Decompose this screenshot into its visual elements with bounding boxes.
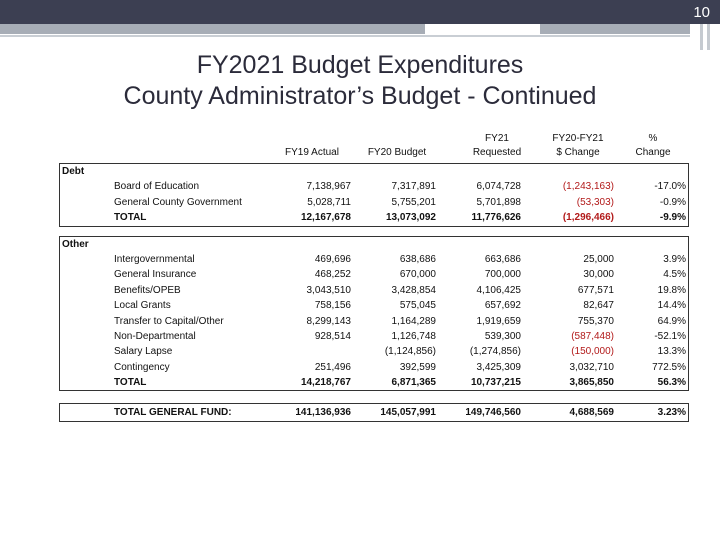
right-decoration (700, 24, 703, 50)
accent-bar-left (0, 24, 425, 34)
change-value: 677,571 (577, 284, 614, 296)
fy21-value: 663,686 (484, 253, 521, 265)
change-value: 4,688,569 (569, 407, 614, 419)
fy19-value: 251,496 (314, 361, 351, 373)
fy20-value: 575,045 (399, 300, 436, 312)
change-value: (53,303) (576, 196, 614, 208)
fy20-value: 13,073,092 (385, 212, 436, 224)
section-label-debt: Debt (62, 166, 85, 177)
fy19-value: 14,218,767 (300, 377, 351, 389)
fy20-value: 392,599 (399, 361, 436, 373)
row-label: Salary Lapse (114, 346, 173, 358)
table-row (60, 195, 688, 210)
top-bar (0, 0, 720, 24)
row-label: General Insurance (114, 269, 197, 281)
slide-title (0, 50, 720, 112)
row-label: Local Grants (114, 300, 171, 312)
fy20-value: 3,428,854 (391, 284, 436, 296)
table-header (59, 130, 689, 162)
table-row (60, 298, 688, 313)
fy20-value: 1,126,748 (391, 330, 436, 342)
other-section (59, 236, 689, 392)
change-value: 755,370 (577, 315, 614, 327)
change-value: 3,032,710 (569, 361, 614, 373)
table-row (60, 344, 688, 359)
fy20-value: 638,686 (399, 253, 436, 265)
fy20-value: 5,755,201 (391, 196, 436, 208)
row-label: General County Government (114, 196, 242, 208)
change-value: 3,865,850 (569, 377, 614, 389)
fy19-value: 469,696 (314, 253, 351, 265)
fy19-value: 928,514 (314, 330, 351, 342)
row-label: TOTAL GENERAL FUND: (114, 407, 232, 419)
fy21-value: 1,919,659 (476, 315, 521, 327)
row-label: TOTAL (114, 212, 147, 224)
change-value: (1,243,163) (562, 181, 614, 193)
pct-value: -9.9% (659, 212, 686, 224)
row-label: Board of Education (114, 181, 200, 193)
pct-value: -17.0% (654, 181, 686, 193)
pct-value: 64.9% (657, 315, 686, 327)
debt-section (59, 163, 689, 227)
col-header-change-b: $ Change (556, 147, 600, 158)
row-label: Non-Departmental (114, 330, 196, 342)
fy21-value: 149,746,560 (465, 407, 521, 419)
pct-value: 56.3% (657, 377, 686, 389)
title-line-2: County Administrator’s Budget - Continued (123, 82, 597, 110)
row-label: Benefits/OPEB (114, 284, 181, 296)
fy21-value: 5,701,898 (476, 196, 521, 208)
change-value: 25,000 (583, 253, 614, 265)
change-value: (587,448) (571, 330, 614, 342)
fy21-value: 11,776,626 (471, 212, 521, 224)
col-header-change-a: FY20-FY21 (552, 133, 604, 144)
section-label-other: Other (62, 238, 89, 250)
fy21-value: 539,300 (484, 330, 521, 342)
fy21-value: 10,737,215 (470, 377, 521, 389)
fy21-value: 4,106,425 (476, 284, 521, 296)
pct-value: 19.8% (657, 284, 686, 296)
table-row (60, 267, 688, 282)
change-value: (1,296,466) (562, 212, 614, 224)
table-row (60, 360, 688, 375)
table-row (60, 329, 688, 344)
accent-bar-right (540, 24, 690, 34)
accent-line (0, 35, 690, 37)
change-value: 30,000 (583, 269, 614, 281)
col-header-fy20: FY20 Budget (367, 147, 427, 158)
table-row (60, 179, 688, 194)
row-label: Transfer to Capital/Other (114, 315, 224, 327)
row-label: TOTAL (114, 377, 147, 389)
fy20-value: 670,000 (399, 269, 436, 281)
pct-value: 3.9% (663, 253, 686, 265)
page-number: 10 (693, 4, 710, 21)
change-value: (150,000) (571, 346, 614, 358)
pct-value: 14.4% (657, 300, 686, 312)
col-header-pct-a: % (648, 133, 658, 144)
fy19-value: 141,136,936 (295, 407, 351, 419)
pct-value: 13.3% (657, 346, 686, 358)
section-row (60, 164, 688, 179)
pct-value: 4.5% (663, 269, 686, 281)
col-header-fy21-b: Requested (472, 147, 522, 158)
pct-value: -52.1% (654, 330, 686, 342)
col-header-fy21-a: FY21 (485, 133, 509, 144)
fy20-value: 145,057,991 (380, 407, 436, 419)
row-label: Intergovernmental (114, 253, 195, 265)
fy21-value: (1,274,856) (469, 346, 521, 358)
grand-total-row (60, 404, 688, 421)
section-row (60, 237, 688, 252)
col-header-fy19: FY19 Actual (285, 147, 339, 158)
fy19-value: 758,156 (314, 300, 351, 312)
row-label: Contingency (114, 361, 170, 373)
fy19-value: 5,028,711 (307, 196, 351, 208)
fy20-value: (1,124,856) (384, 346, 436, 358)
fy21-value: 6,074,728 (476, 181, 521, 193)
fy20-value: 6,871,365 (391, 377, 436, 389)
pct-value: -0.9% (659, 196, 686, 208)
fy19-value: 468,252 (314, 269, 351, 281)
pct-value: 3.23% (657, 407, 686, 419)
fy19-value: 12,167,678 (300, 212, 351, 224)
fy19-value: 3,043,510 (306, 284, 351, 296)
fy20-value: 1,164,289 (391, 315, 436, 327)
total-row (60, 210, 688, 225)
change-value: 82,647 (583, 300, 614, 312)
title-line-1: FY2021 Budget Expenditures (196, 51, 524, 79)
fy19-value: 8,299,143 (306, 315, 351, 327)
col-header-pct-b: Change (635, 147, 671, 158)
right-decoration (707, 24, 710, 50)
table-row (60, 252, 688, 267)
fy20-value: 7,317,891 (391, 181, 436, 193)
fy19-value: 7,138,967 (306, 181, 351, 193)
fy21-value: 3,425,309 (476, 361, 521, 373)
fy21-value: 657,692 (484, 300, 521, 312)
budget-table (59, 130, 689, 422)
pct-value: 772.5% (652, 361, 686, 373)
grand-total-section (59, 403, 689, 422)
total-row (60, 375, 688, 390)
table-row (60, 314, 688, 329)
table-row (60, 283, 688, 298)
fy21-value: 700,000 (484, 269, 521, 281)
